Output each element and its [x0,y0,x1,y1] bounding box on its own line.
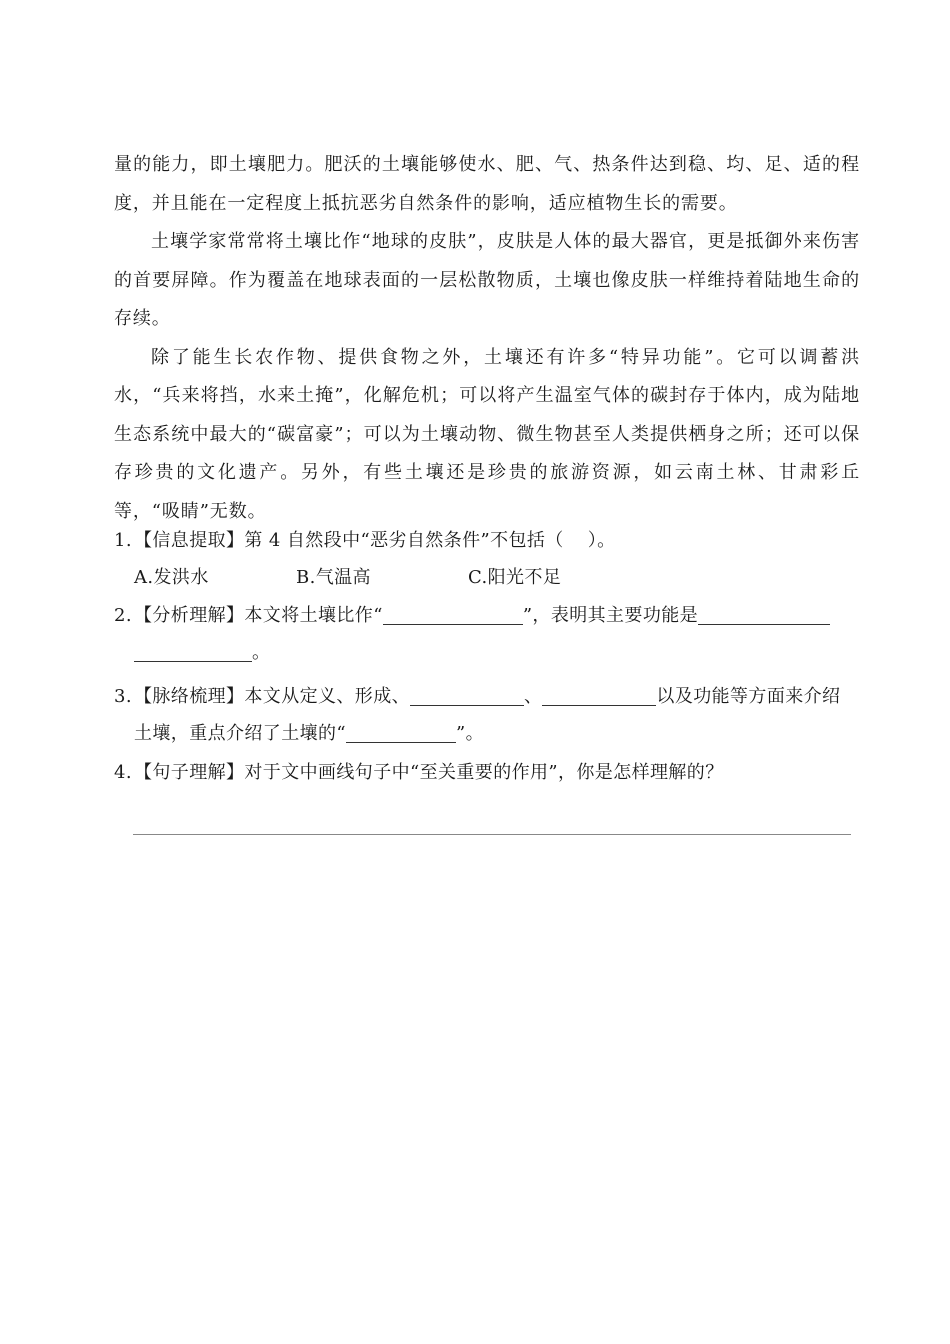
question-text-end: ）。 [587,530,616,551]
question-number: 4. [114,762,132,783]
question-tag: 【信息提取】 [134,530,245,551]
fill-blank[interactable] [383,602,523,625]
question-list [114,522,860,791]
fill-blank[interactable] [346,720,456,743]
question-text-end: 。 [252,642,271,663]
fill-blank[interactable] [410,683,524,706]
choice-options [114,559,860,597]
question-number: 1. [114,530,132,551]
reading-passage [114,146,860,531]
fill-blank[interactable] [698,602,830,625]
question-text: ”，表明其主要功能是 [522,605,699,626]
question-text: 本文从定义、形成、 [244,686,411,707]
question-number: 2. [114,605,132,626]
question-text: 第 4 自然段中“恶劣自然条件”不包括（ [244,530,564,551]
question-number: 3. [114,686,132,707]
question-text: 对于文中画线句子中“至关重要的作用”，你是怎样理解的？ [244,762,724,783]
question-tag: 【句子理解】 [134,762,245,783]
question-2 [114,597,860,672]
paragraph-special-functions: 除了能生长农作物、提供食物之外，土壤还有许多“特异功能”。它可以调蓄洪水，“兵来将挡，水来土掩”，化解危机；可以将产生温室气体的碳封存于体内，成为陆地生态系统中最大的“碳富豪”；可以为土壤动物、微生物甚至人类提供栖身之所；还可以保存珍贵的文化遗产。另外，有些土壤还是珍贵的旅游资源，如云南土林、甘肃彩丘等，“吸睛”无数。 [114,346,860,522]
question-text: 土壤，重点介绍了土壤的“ [134,723,347,744]
option-a[interactable]: A.发洪水 [134,567,209,588]
question-text: 以及功能等方面来介绍 [656,686,841,707]
option-b[interactable]: B.气温高 [296,567,371,588]
answer-line[interactable] [133,834,851,835]
question-3 [114,678,860,752]
fill-blank[interactable] [542,683,656,706]
fill-blank[interactable] [134,639,252,662]
question-text-end: ”。 [456,723,485,744]
paragraph-skin: 土壤学家常常将土壤比作“地球的皮肤”，皮肤是人体的最大器官，更是抵御外来伤害的首要屏障。作为覆盖在地球表面的一层松散物质，土壤也像皮肤一样维持着陆地生命的存续。 [114,231,860,329]
question-tag: 【分析理解】 [134,605,245,626]
question-text: 本文将土壤比作“ [244,605,383,626]
option-c[interactable]: C.阳光不足 [468,567,562,588]
question-text: 、 [524,686,543,707]
paragraph-continuation: 量的能力，即土壤肥力。肥沃的土壤能够使水、肥、气、热条件达到稳、均、足、适的程度，并且能在一定程度上抵抗恶劣自然条件的影响，适应植物生长的需要。 [114,154,860,214]
question-1 [114,522,860,597]
question-4 [114,754,860,791]
question-tag: 【脉络梳理】 [134,686,245,707]
